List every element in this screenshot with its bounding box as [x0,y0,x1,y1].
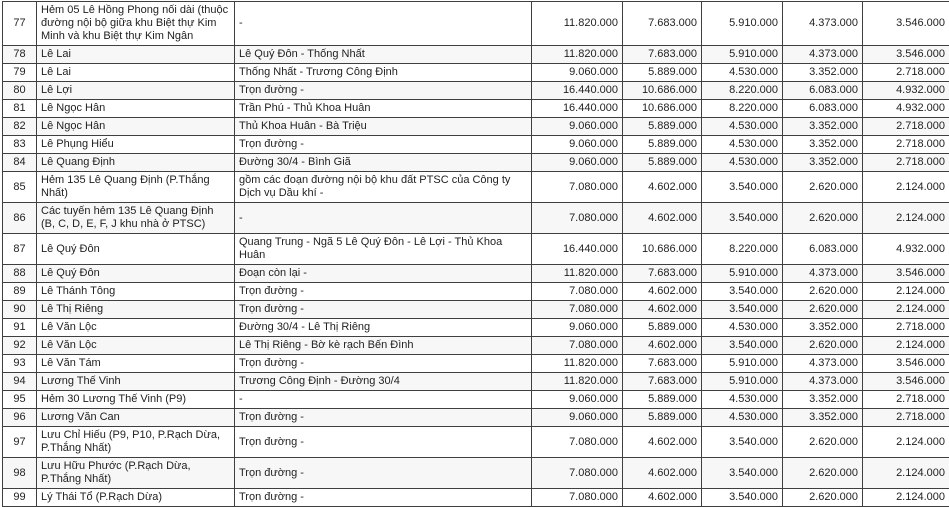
price-table-body [3,2,949,507]
price-cell: 7.080.000 [532,458,623,489]
street-name-cell: Lê Quý Đôn [37,265,235,283]
price-cell: 5.889.000 [623,64,702,82]
street-name-cell: Lý Thái Tổ (P.Rạch Dừa) [37,489,235,507]
table-row [3,337,949,355]
table-row [3,172,949,203]
price-cell: 5.910.000 [702,355,783,373]
price-cell: 4.602.000 [623,203,702,234]
segment-cell: Trần Phú - Thủ Khoa Huân [235,100,532,118]
row-number-cell: 98 [3,458,37,489]
row-number-cell: 90 [3,301,37,319]
row-number-cell: 82 [3,118,37,136]
price-cell: 4.373.000 [783,373,863,391]
table-row [3,136,949,154]
price-cell: 11.820.000 [532,355,623,373]
price-cell: 7.683.000 [623,2,702,46]
row-number-cell: 97 [3,427,37,458]
segment-cell: Đoạn còn lại - [235,265,532,283]
price-cell: 3.540.000 [702,458,783,489]
table-row [3,46,949,64]
price-cell: 2.124.000 [863,458,949,489]
street-name-cell: Lê Thánh Tông [37,283,235,301]
price-cell: 9.060.000 [532,154,623,172]
street-name-cell: Hẻm 05 Lê Hồng Phong nối dài (thuộc đường nội bộ giữa khu Biệt thự Kim Minh và khu Biệt thự Kim Ngân [37,2,235,46]
segment-cell: - [235,2,532,46]
price-cell: 3.352.000 [783,64,863,82]
table-row [3,100,949,118]
price-cell: 16.440.000 [532,234,623,265]
street-name-cell: Lưu Hữu Phước (P.Rạch Dừa, P.Thắng Nhất) [37,458,235,489]
price-cell: 3.546.000 [863,46,949,64]
price-cell: 11.820.000 [532,46,623,64]
price-cell: 7.080.000 [532,489,623,507]
price-cell: 8.220.000 [702,100,783,118]
price-cell: 2.124.000 [863,301,949,319]
price-cell: 9.060.000 [532,64,623,82]
segment-cell: Thủ Khoa Huân - Bà Triệu [235,118,532,136]
row-number-cell: 89 [3,283,37,301]
price-cell: 2.718.000 [863,154,949,172]
price-cell: 7.683.000 [623,46,702,64]
street-name-cell: Lê Lợi [37,82,235,100]
segment-cell: Quang Trung - Ngã 5 Lê Quý Đôn - Lê Lợi - Thủ Khoa Huân [235,234,532,265]
price-cell: 5.910.000 [702,2,783,46]
price-cell: 10.686.000 [623,234,702,265]
price-cell: 2.620.000 [783,337,863,355]
price-cell: 2.718.000 [863,118,949,136]
price-cell: 7.080.000 [532,301,623,319]
street-name-cell: Các tuyến hẻm 135 Lê Quang Định (B, C, D, E, F, J khu nhà ở PTSC) [37,203,235,234]
price-cell: 2.124.000 [863,283,949,301]
table-row [3,118,949,136]
street-name-cell: Lê Văn Lộc [37,319,235,337]
price-cell: 4.373.000 [783,2,863,46]
street-name-cell: Lương Thế Vinh [37,373,235,391]
street-name-cell: Lê Phụng Hiểu [37,136,235,154]
table-row [3,283,949,301]
price-cell: 2.124.000 [863,337,949,355]
price-cell: 2.620.000 [783,489,863,507]
price-cell: 7.683.000 [623,355,702,373]
segment-cell: Trọn đường - [235,458,532,489]
street-name-cell: Lê Văn Lộc [37,337,235,355]
row-number-cell: 96 [3,409,37,427]
segment-cell: Đường 30/4 - Bình Giã [235,154,532,172]
price-cell: 2.620.000 [783,203,863,234]
price-cell: 7.080.000 [532,203,623,234]
price-cell: 4.602.000 [623,489,702,507]
price-cell: 5.889.000 [623,136,702,154]
street-name-cell: Hẻm 135 Lê Quang Định (P.Thắng Nhất) [37,172,235,203]
price-cell: 3.352.000 [783,409,863,427]
price-cell: 5.889.000 [623,154,702,172]
price-cell: 8.220.000 [702,82,783,100]
segment-cell: Trọn đường - [235,283,532,301]
price-cell: 2.620.000 [783,458,863,489]
price-cell: 4.602.000 [623,283,702,301]
price-cell: 11.820.000 [532,2,623,46]
table-row [3,265,949,283]
row-number-cell: 95 [3,391,37,409]
table-row [3,64,949,82]
segment-cell: Trọn đường - [235,355,532,373]
price-cell: 4.602.000 [623,427,702,458]
price-cell: 2.718.000 [863,409,949,427]
row-number-cell: 93 [3,355,37,373]
row-number-cell: 87 [3,234,37,265]
price-cell: 3.352.000 [783,136,863,154]
price-cell: 9.060.000 [532,409,623,427]
price-cell: 3.546.000 [863,2,949,46]
price-cell: 4.602.000 [623,337,702,355]
table-row [3,82,949,100]
price-cell: 7.080.000 [532,283,623,301]
table-row [3,409,949,427]
price-cell: 4.530.000 [702,154,783,172]
row-number-cell: 85 [3,172,37,203]
price-cell: 3.540.000 [702,283,783,301]
price-cell: 8.220.000 [702,234,783,265]
price-cell: 5.910.000 [702,265,783,283]
price-cell: 3.352.000 [783,319,863,337]
street-name-cell: Hẻm 30 Lương Thế Vinh (P9) [37,391,235,409]
segment-cell: Trương Công Định - Đường 30/4 [235,373,532,391]
price-cell: 11.820.000 [532,265,623,283]
price-cell: 3.540.000 [702,337,783,355]
price-cell: 3.352.000 [783,118,863,136]
price-cell: 3.546.000 [863,373,949,391]
price-cell: 4.932.000 [863,100,949,118]
table-row [3,319,949,337]
price-cell: 2.124.000 [863,203,949,234]
price-cell: 5.889.000 [623,319,702,337]
price-cell: 2.620.000 [783,283,863,301]
price-cell: 2.620.000 [783,172,863,203]
row-number-cell: 83 [3,136,37,154]
price-cell: 7.683.000 [623,373,702,391]
price-cell: 3.352.000 [783,154,863,172]
price-cell: 4.530.000 [702,136,783,154]
table-row [3,355,949,373]
price-cell: 3.540.000 [702,203,783,234]
price-cell: 16.440.000 [532,82,623,100]
price-cell: 2.718.000 [863,136,949,154]
street-name-cell: Lê Văn Tám [37,355,235,373]
segment-cell: Trọn đường - [235,427,532,458]
segment-cell: Trọn đường - [235,136,532,154]
segment-cell: - [235,391,532,409]
price-cell: 5.889.000 [623,118,702,136]
price-cell: 9.060.000 [532,136,623,154]
segment-cell: Trọn đường - [235,301,532,319]
row-number-cell: 99 [3,489,37,507]
price-cell: 4.602.000 [623,301,702,319]
table-row [3,203,949,234]
price-cell: 2.718.000 [863,391,949,409]
price-cell: 3.540.000 [702,172,783,203]
price-cell: 6.083.000 [783,100,863,118]
table-row [3,489,949,507]
price-cell: 2.124.000 [863,489,949,507]
table-row [3,427,949,458]
table-row [3,2,949,46]
price-cell: 3.546.000 [863,265,949,283]
price-cell: 6.083.000 [783,82,863,100]
price-cell: 2.620.000 [783,301,863,319]
price-cell: 3.540.000 [702,427,783,458]
row-number-cell: 80 [3,82,37,100]
row-number-cell: 88 [3,265,37,283]
street-name-cell: Lê Quang Định [37,154,235,172]
row-number-cell: 79 [3,64,37,82]
price-cell: 4.373.000 [783,265,863,283]
price-cell: 4.530.000 [702,64,783,82]
price-cell: 3.546.000 [863,355,949,373]
segment-cell: Lê Quý Đôn - Thống Nhất [235,46,532,64]
street-name-cell: Lê Lai [37,46,235,64]
price-cell: 5.889.000 [623,391,702,409]
price-cell: 3.540.000 [702,489,783,507]
table-row [3,458,949,489]
segment-cell: Lê Thị Riêng - Bờ kè rạch Bến Đình [235,337,532,355]
street-name-cell: Lê Ngọc Hân [37,100,235,118]
price-cell: 7.080.000 [532,427,623,458]
street-name-cell: Lê Quý Đôn [37,234,235,265]
price-cell: 7.080.000 [532,337,623,355]
price-cell: 11.820.000 [532,373,623,391]
segment-cell: Đường 30/4 - Lê Thị Riêng [235,319,532,337]
street-name-cell: Lê Thị Riêng [37,301,235,319]
row-number-cell: 92 [3,337,37,355]
street-name-cell: Lương Văn Can [37,409,235,427]
row-number-cell: 84 [3,154,37,172]
price-cell: 4.530.000 [702,319,783,337]
table-row [3,391,949,409]
price-cell: 2.124.000 [863,172,949,203]
price-cell: 4.373.000 [783,355,863,373]
segment-cell: gồm các đoạn đường nội bộ khu đất PTSC của Công ty Dịch vụ Dầu khí - [235,172,532,203]
price-cell: 7.080.000 [532,172,623,203]
price-cell: 4.530.000 [702,409,783,427]
price-cell: 7.683.000 [623,265,702,283]
table-row [3,373,949,391]
segment-cell: Trọn đường - [235,489,532,507]
price-cell: 5.889.000 [623,409,702,427]
price-cell: 4.530.000 [702,118,783,136]
street-name-cell: Lê Ngọc Hân [37,118,235,136]
street-name-cell: Lưu Chỉ Hiếu (P9, P10, P.Rạch Dừa, P.Thắng Nhất) [37,427,235,458]
price-cell: 4.530.000 [702,391,783,409]
price-cell: 10.686.000 [623,82,702,100]
row-number-cell: 86 [3,203,37,234]
price-cell: 3.540.000 [702,301,783,319]
price-cell: 4.602.000 [623,172,702,203]
row-number-cell: 77 [3,2,37,46]
price-cell: 4.932.000 [863,82,949,100]
price-cell: 5.910.000 [702,373,783,391]
table-row [3,301,949,319]
row-number-cell: 94 [3,373,37,391]
segment-cell: Trọn đường - [235,82,532,100]
price-cell: 9.060.000 [532,391,623,409]
price-cell: 4.602.000 [623,458,702,489]
price-cell: 5.910.000 [702,46,783,64]
price-cell: 10.686.000 [623,100,702,118]
segment-cell: Trọn đường - [235,409,532,427]
price-cell: 2.718.000 [863,64,949,82]
price-cell: 4.932.000 [863,234,949,265]
row-number-cell: 81 [3,100,37,118]
street-name-cell: Lê Lai [37,64,235,82]
segment-cell: Thống Nhất - Trương Công Định [235,64,532,82]
land-price-table [2,1,949,507]
price-cell: 9.060.000 [532,319,623,337]
row-number-cell: 91 [3,319,37,337]
row-number-cell: 78 [3,46,37,64]
table-row [3,234,949,265]
price-cell: 4.373.000 [783,46,863,64]
price-cell: 2.620.000 [783,427,863,458]
price-cell: 16.440.000 [532,100,623,118]
price-cell: 3.352.000 [783,391,863,409]
price-cell: 2.124.000 [863,427,949,458]
segment-cell: - [235,203,532,234]
price-cell: 9.060.000 [532,118,623,136]
price-cell: 2.718.000 [863,319,949,337]
table-row [3,154,949,172]
price-cell: 6.083.000 [783,234,863,265]
